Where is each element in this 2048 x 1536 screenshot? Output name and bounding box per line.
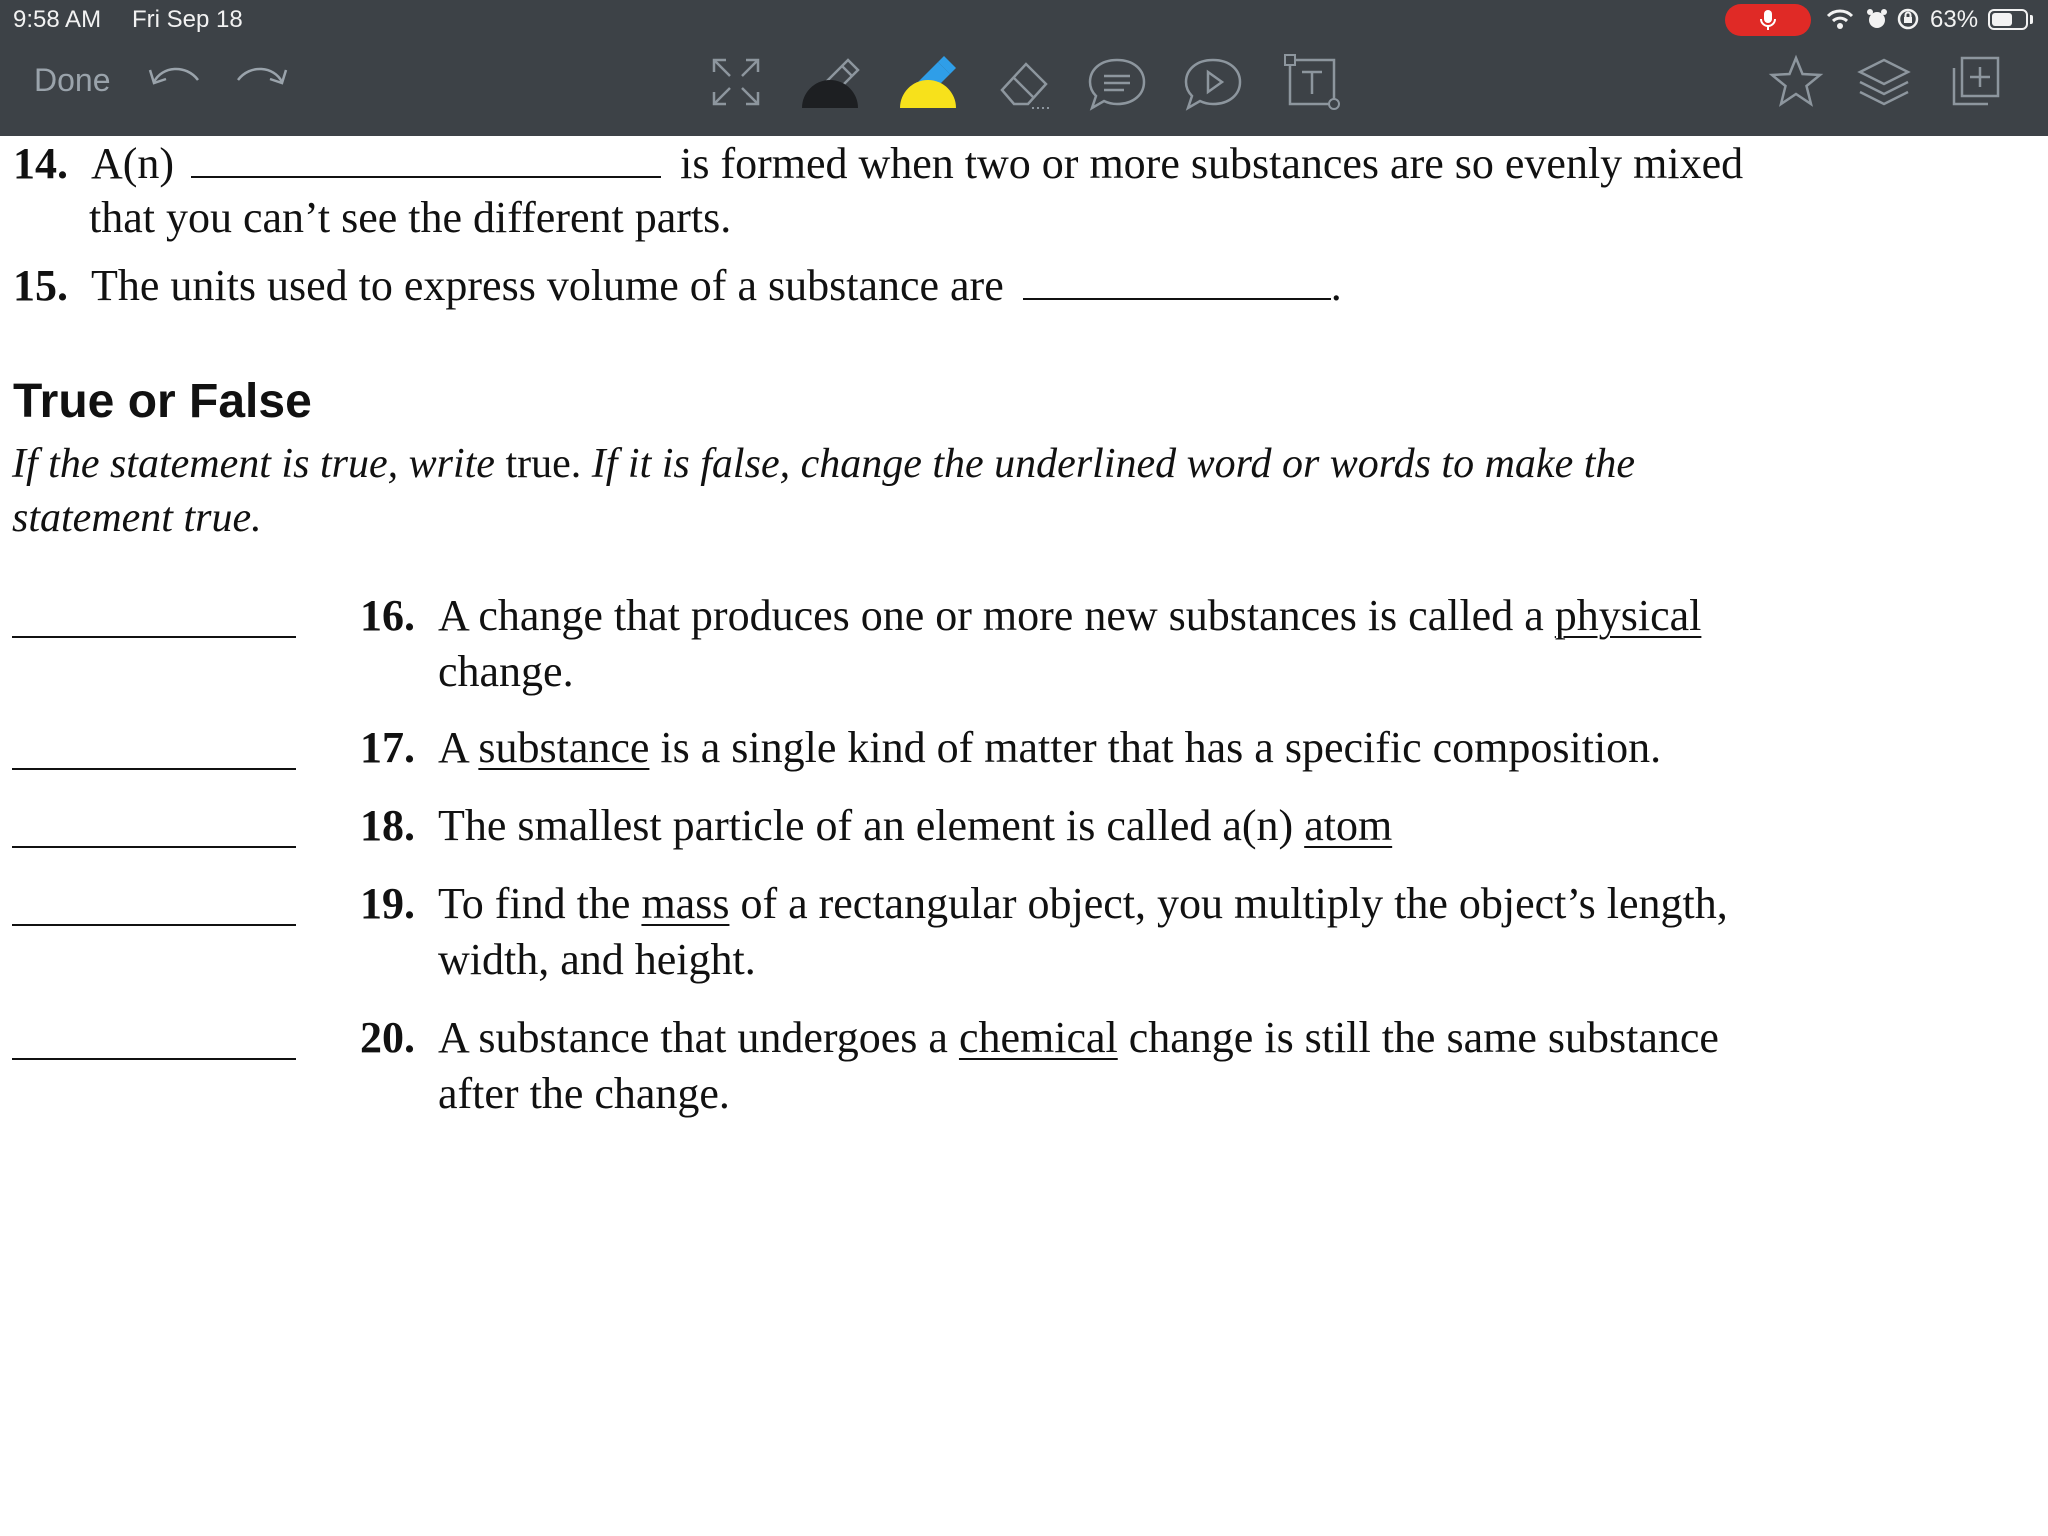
layers-icon[interactable] bbox=[1856, 54, 1912, 110]
answer-blank[interactable] bbox=[12, 924, 296, 926]
battery-icon bbox=[1988, 9, 2028, 30]
mic-indicator[interactable] bbox=[1725, 4, 1811, 36]
answer-blank[interactable] bbox=[12, 768, 296, 770]
statement-text: is a single kind of matter that has a specific composition. bbox=[660, 723, 1662, 772]
annotation-toolbar bbox=[0, 38, 2048, 136]
item-number: 20. bbox=[360, 1013, 415, 1062]
fill-blank[interactable] bbox=[191, 138, 661, 178]
item-statement bbox=[438, 590, 1701, 642]
answer-blank[interactable] bbox=[12, 846, 296, 848]
question-15 bbox=[13, 260, 1342, 312]
text-box-icon[interactable] bbox=[1282, 52, 1340, 112]
mic-icon bbox=[1759, 9, 1777, 31]
item-statement bbox=[438, 878, 1728, 930]
underlined-word: physical bbox=[1554, 591, 1702, 640]
question-number: 15. bbox=[13, 261, 68, 310]
section-heading: True or False bbox=[13, 375, 312, 428]
instructions-text: If it is false, change the underlined word or words to make the bbox=[591, 441, 1636, 487]
answer-blank[interactable] bbox=[12, 1058, 296, 1060]
item-number: 19. bbox=[360, 879, 415, 928]
underlined-word: chemical bbox=[958, 1013, 1118, 1062]
alarm-icon bbox=[1866, 8, 1888, 30]
fill-blank[interactable] bbox=[1023, 260, 1331, 300]
question-end: . bbox=[1330, 261, 1342, 310]
battery-tip bbox=[2030, 15, 2033, 24]
item-statement-continued: width, and height. bbox=[438, 935, 756, 984]
instructions-true-word: true. bbox=[505, 441, 582, 487]
add-page-icon[interactable] bbox=[1946, 54, 2002, 110]
app-chrome bbox=[0, 0, 2048, 136]
comment-icon[interactable] bbox=[1086, 54, 1148, 112]
item-number: 16. bbox=[360, 591, 415, 640]
item-statement bbox=[438, 1012, 1719, 1064]
play-comment-icon[interactable] bbox=[1182, 54, 1244, 112]
statement-text: A substance that undergoes a bbox=[438, 1013, 948, 1062]
statement-text: A bbox=[438, 723, 468, 772]
instructions bbox=[12, 440, 1635, 488]
statement-text: The smallest particle of an element is called a(n) bbox=[438, 801, 1294, 850]
item-number: 17. bbox=[360, 723, 415, 772]
instructions-text: If the statement is true, write bbox=[12, 441, 495, 487]
statement-text: To find the bbox=[438, 879, 631, 928]
item-statement-continued: after the change. bbox=[438, 1069, 730, 1118]
status-date: Fri Sep 18 bbox=[132, 6, 243, 33]
question-text: is formed when two or more substances are so evenly mixed bbox=[680, 139, 1744, 188]
statement-text: change is still the same substance bbox=[1128, 1013, 1719, 1062]
question-text: A(n) bbox=[91, 139, 175, 188]
statement-text: A change that produces one or more new substances is called a bbox=[438, 591, 1544, 640]
battery-percentage: 63% bbox=[1930, 6, 1979, 33]
fullscreen-icon[interactable] bbox=[710, 56, 762, 108]
eraser-icon[interactable] bbox=[994, 54, 1054, 112]
answer-blank[interactable] bbox=[12, 636, 296, 638]
undo-icon[interactable] bbox=[148, 62, 202, 88]
redo-icon[interactable] bbox=[234, 62, 288, 88]
question-number: 14. bbox=[13, 139, 68, 188]
underlined-word: atom bbox=[1304, 801, 1393, 850]
question-14-continued: that you can’t see the different parts. bbox=[89, 193, 732, 242]
underlined-word: substance bbox=[478, 723, 650, 772]
item-number: 18. bbox=[360, 801, 415, 850]
wifi-icon bbox=[1826, 8, 1854, 30]
question-14 bbox=[13, 138, 1743, 190]
instructions-continued: statement true. bbox=[12, 495, 262, 541]
item-statement bbox=[438, 800, 1392, 852]
done-button[interactable]: Done bbox=[34, 62, 111, 98]
status-time: 9:58 AM bbox=[13, 6, 102, 33]
question-text: The units used to express volume of a substance are bbox=[91, 261, 1004, 310]
underlined-word: mass bbox=[641, 879, 730, 928]
item-statement bbox=[438, 722, 1661, 774]
item-statement-continued: change. bbox=[438, 647, 574, 696]
status-bar bbox=[0, 0, 2048, 38]
worksheet-page bbox=[0, 136, 2048, 1536]
statement-text: of a rectangular object, you multiply the object’s length, bbox=[740, 879, 1728, 928]
star-icon[interactable] bbox=[1768, 54, 1824, 110]
rotation-lock-icon bbox=[1896, 8, 1920, 30]
battery-level bbox=[1992, 13, 2012, 26]
